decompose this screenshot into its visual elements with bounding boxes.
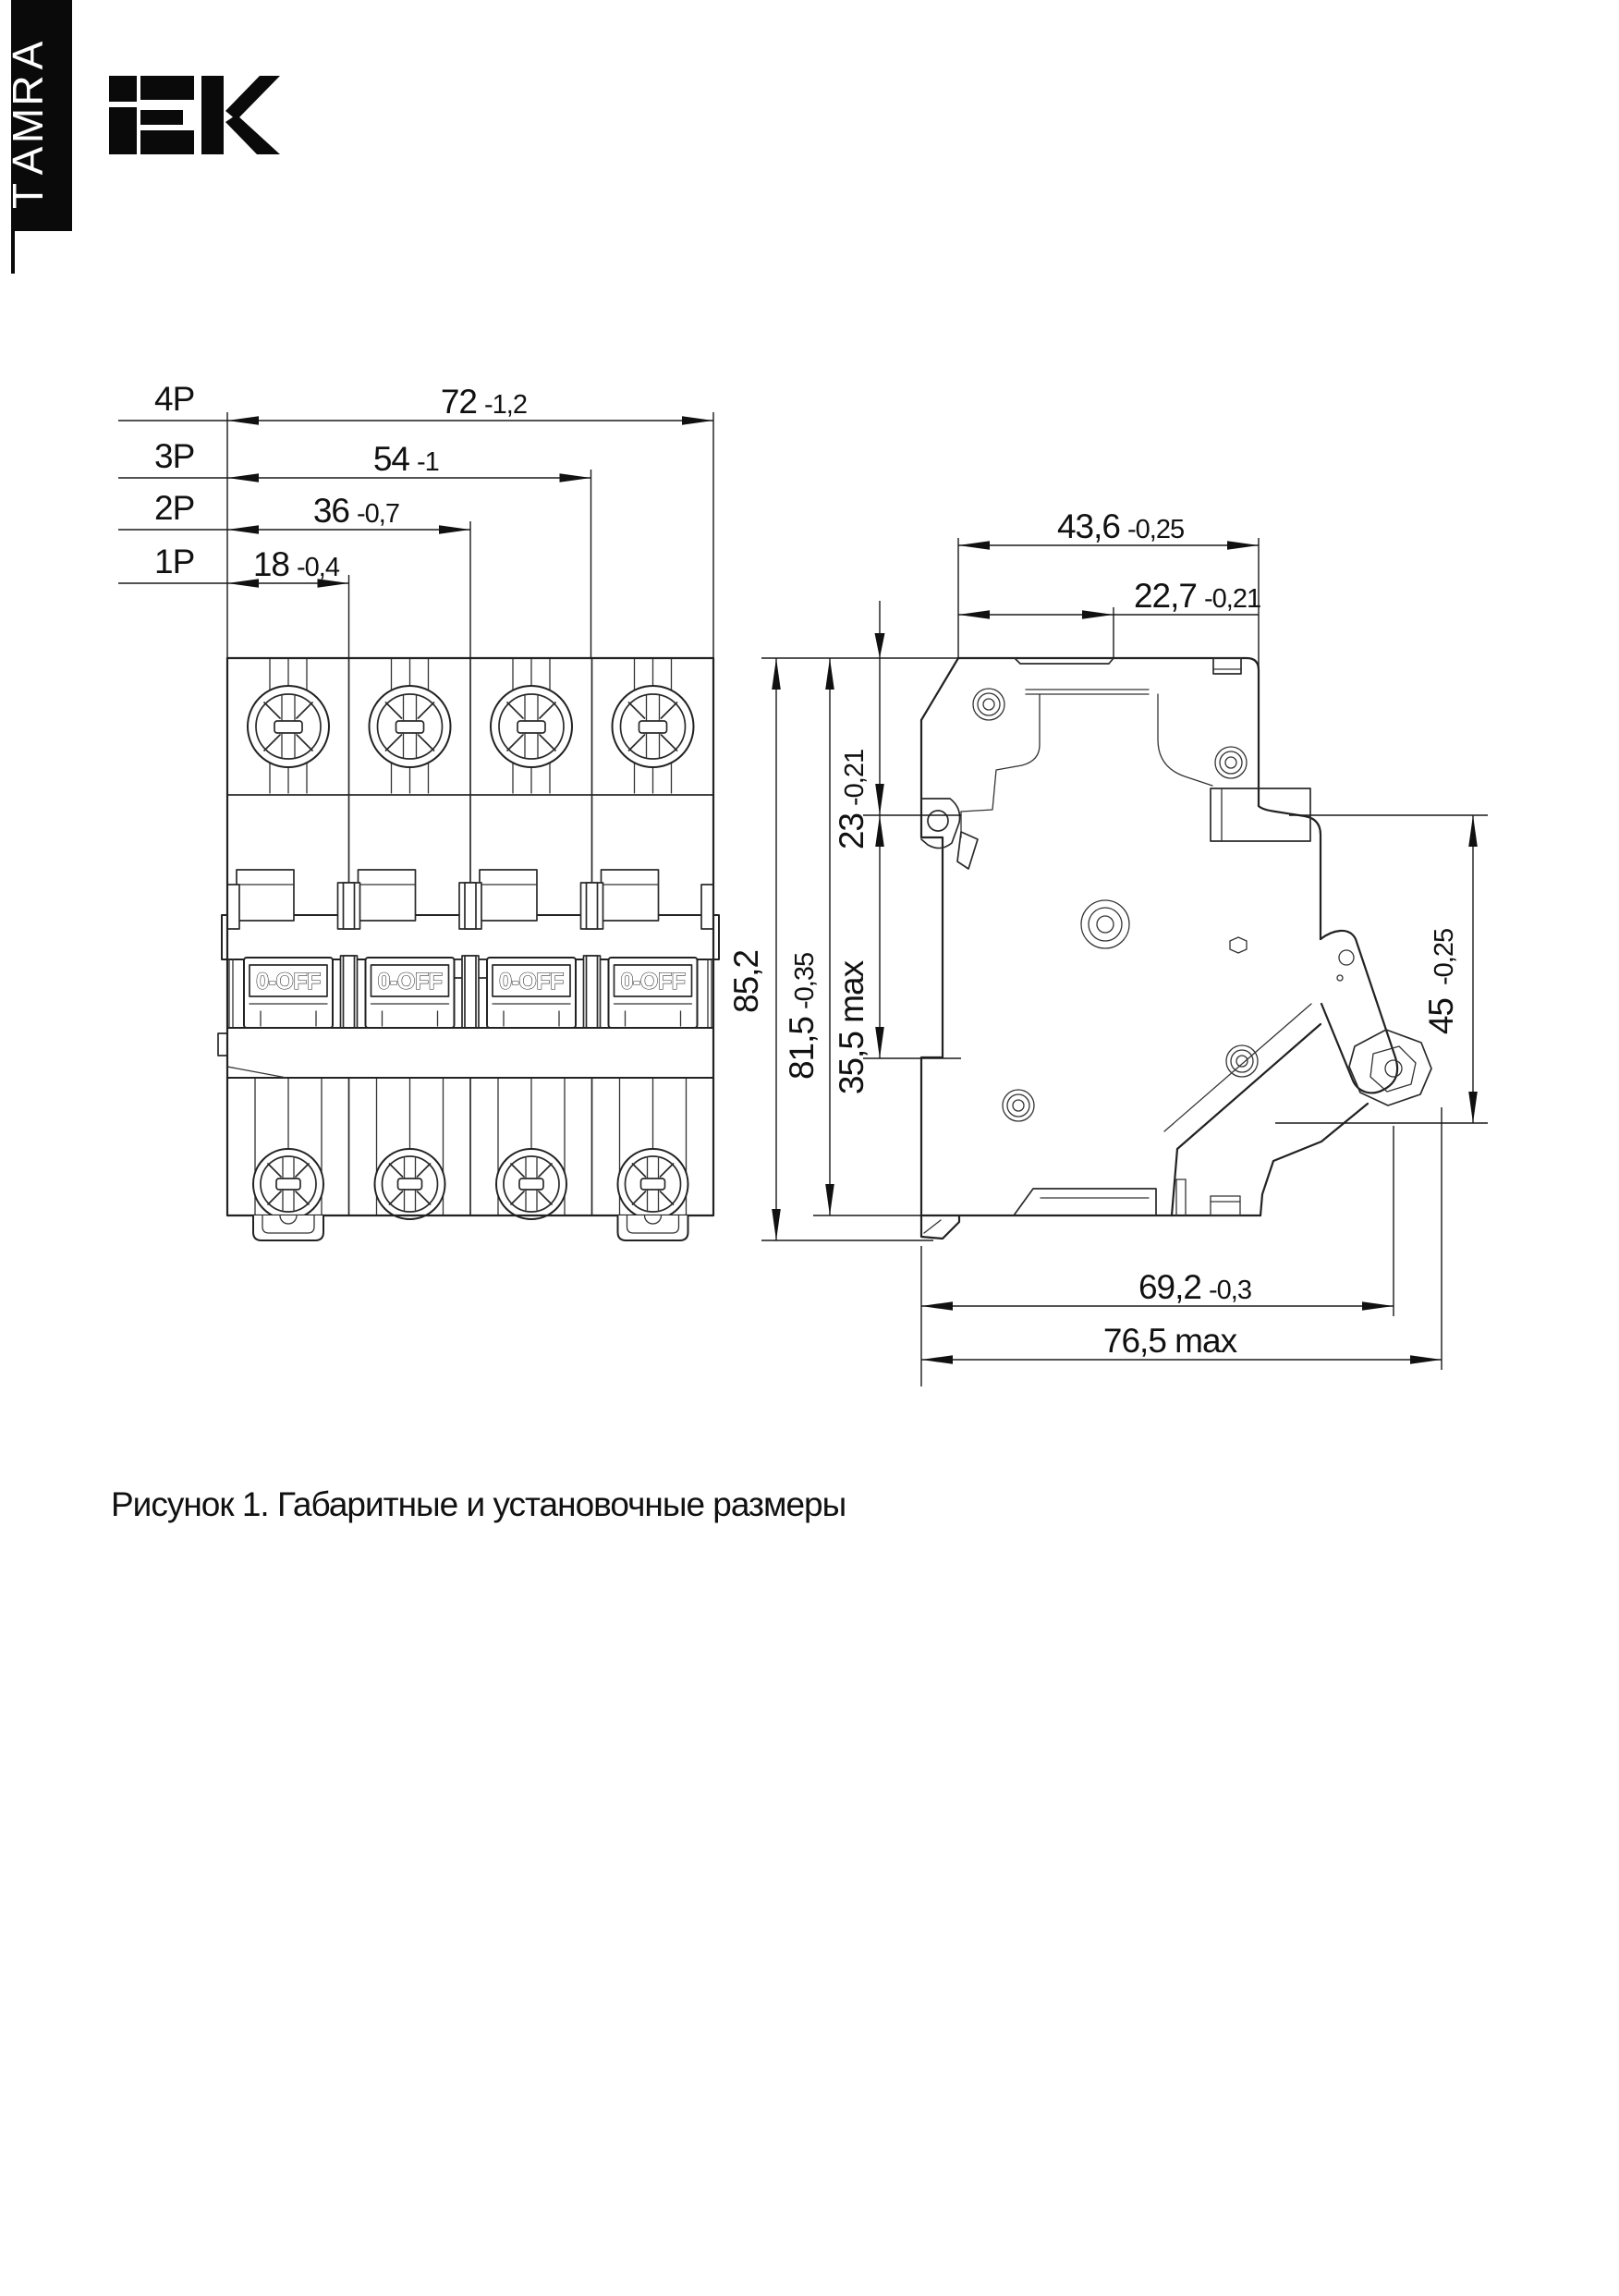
dim-22-7: 22,7	[1133, 577, 1197, 615]
iek-logo	[109, 76, 280, 154]
pole-label-2p: 2P	[154, 489, 195, 527]
pole-label-3p: 3P	[154, 437, 195, 475]
front-width-dimensions	[118, 380, 713, 658]
dim-45: 45	[1422, 998, 1460, 1035]
brand-header	[4, 0, 280, 274]
height-dimensions	[727, 601, 961, 1240]
svg-text:A: A	[4, 41, 52, 70]
svg-text:M: M	[4, 107, 52, 144]
lower-band	[227, 1028, 713, 1078]
dim-23: 23	[833, 813, 870, 850]
dim-18: 18	[252, 545, 289, 583]
dim-72: 72	[440, 383, 477, 421]
dim-43-6: 43,6	[1056, 507, 1120, 545]
dim-54: 54	[372, 440, 409, 478]
tol-43-6: -0,25	[1127, 515, 1185, 544]
front-view	[218, 658, 719, 1240]
svg-text:R: R	[4, 75, 52, 106]
svg-text:T: T	[4, 182, 52, 210]
dim-85-2: 85,2	[727, 949, 765, 1014]
dim-69-2: 69,2	[1138, 1268, 1201, 1306]
tol-54: -1	[417, 447, 439, 477]
dim-76-5: 76,5 max	[1102, 1322, 1237, 1360]
brand-sidebar-tail	[11, 231, 15, 274]
dim-36: 36	[312, 492, 349, 530]
screw-bosses	[973, 689, 1258, 1121]
tol-36: -0,7	[357, 499, 399, 529]
pole-label-4p: 4P	[154, 380, 195, 418]
svg-text:A: A	[4, 146, 52, 176]
tol-18: -0,4	[297, 553, 339, 582]
hex-detail	[1230, 937, 1247, 953]
tol-22-7: -0,21	[1204, 584, 1261, 614]
tol-69-2: -0,3	[1209, 1276, 1251, 1305]
figure-caption: Рисунок 1. Габаритные и установочные размеры	[111, 1485, 846, 1523]
dim-81-5: 81,5	[783, 1017, 821, 1081]
brand-vertical-text	[4, 41, 52, 209]
side-depth-dimensions	[958, 507, 1260, 668]
module-height-dimension	[1275, 815, 1488, 1123]
tol-72: -1,2	[484, 390, 527, 420]
bottom-depth-dimensions	[921, 1107, 1442, 1386]
dim-35-5: 35,5 max	[833, 960, 870, 1095]
side-toggle-lever	[1321, 931, 1431, 1105]
side-view	[921, 658, 1431, 1239]
tol-45: -0,25	[1430, 928, 1459, 985]
tol-23: -0,21	[840, 749, 870, 806]
pole-label-1p: 1P	[154, 543, 195, 580]
tol-81-5: -0,35	[790, 952, 820, 1009]
